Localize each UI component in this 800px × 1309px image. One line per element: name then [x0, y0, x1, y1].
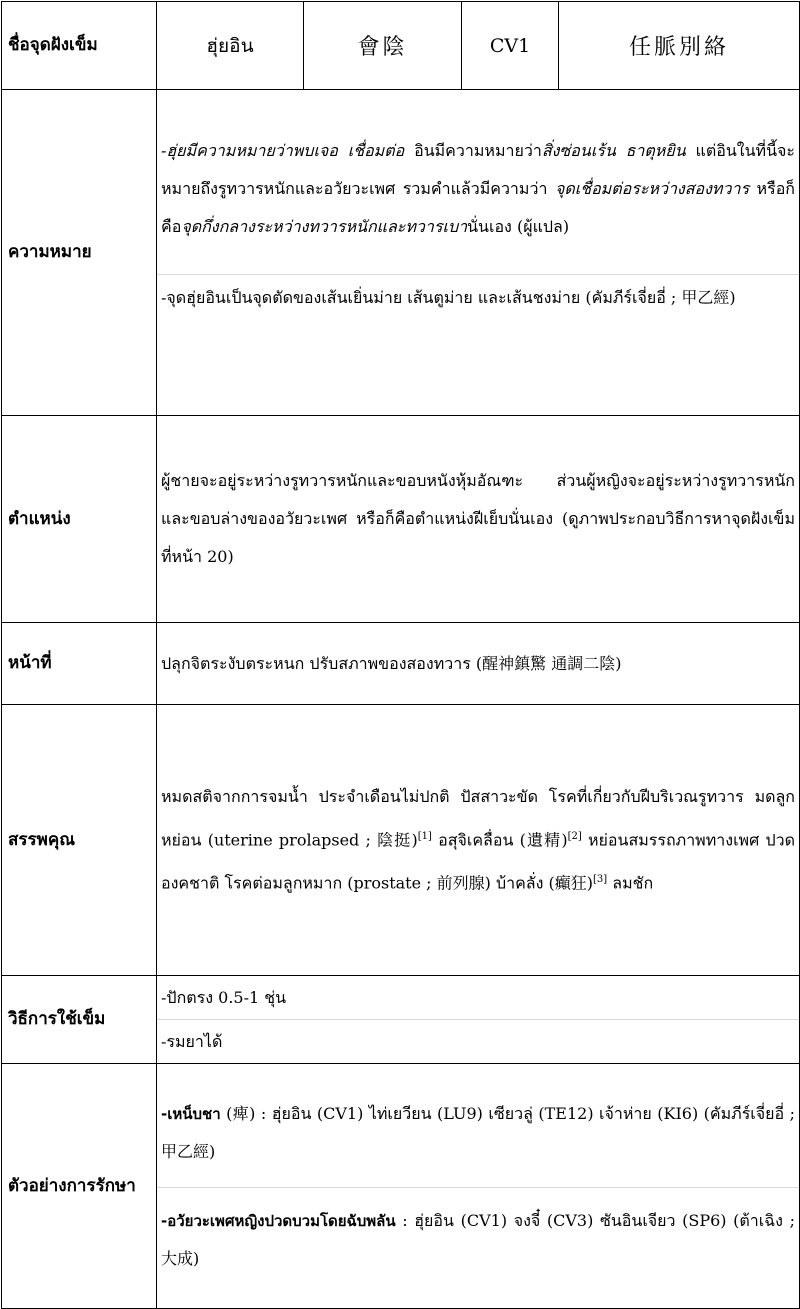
location-content	[157, 416, 800, 623]
meaning-row	[2, 90, 800, 416]
example-text: : ฮุ่ยอิน (CV1) จงจี๋ (CV3) ซันอินเจียว (SP6) (ต้าเฉิง ; 大成)	[161, 1210, 795, 1268]
meaning-text: หรือก็คือ	[161, 179, 795, 236]
location-text: ผู้ชายจะอยู่ระหว่างรูทวารหนักและขอบหนังหุ้มอัณฑะ ส่วนผู้หญิงจะอยู่ระหว่างรูทวารหนักและขอบล่างของอวัยวะเพศ หรือก็คือตำแหน่งฝีเย็บนั่นเอง (ดูภาพประกอบวิธีการหาจุดฝังเข็มที่หน้า 20)	[161, 471, 795, 566]
meaning-paragraph-2: -จุดฮุ่ยอินเป็นจุดตัดของเส้นเยิ่นม่าย เส้นตูม่าย และเส้นชงม่าย (คัมภีร์เจี่ยอี่ ; 甲乙經)	[157, 274, 799, 317]
footnote-ref: [2]	[567, 830, 582, 842]
function-content	[157, 623, 800, 705]
function-row	[2, 623, 800, 705]
example-title: -อวัยวะเพศหญิงปวดบวมโดยฉับพลัน	[161, 1211, 396, 1230]
indications-text-part: ลมชัก	[607, 873, 654, 893]
example-title: -เหน็บชา	[161, 1104, 221, 1123]
indications-label: สรรพคุณ	[2, 705, 157, 976]
examples-content	[157, 1064, 800, 1309]
footnote-ref: [1]	[417, 830, 432, 842]
meaning-text: สิ่งซ่อนเร้น ธาตุหยิน	[541, 141, 686, 160]
needling-row	[2, 976, 800, 1064]
location-label: ตำแหน่ง	[2, 416, 157, 623]
meaning-label: ความหมาย	[2, 90, 157, 416]
example-text: (痺) : ฮุ่ยอิน (CV1) ไท่เยวียน (LU9) เซียวลู่ (TE12) เจ้าห่าย (KI6) (คัมภีร์เจี่ยอี่ ; 甲乙經)	[161, 1103, 795, 1161]
indications-content	[157, 705, 800, 976]
acupoint-table	[1, 1, 800, 1309]
meaning-text: แต่อินในที่นี้จะหมายถึงรูทวารหนักและอวัยวะเพศ รวมคำแล้วมีความว่า	[161, 141, 795, 198]
thai-name: ฮุ่ยอิน	[157, 2, 304, 90]
example-1	[157, 1095, 799, 1187]
indications-text-part: หมดสติจากการจมน้ำ ประจำเดือนไม่ปกติ ปัสสาวะขัด โรคที่เกี่ยวกับฝีบริเวณรูทวาร มดลูกหย่อน (uterine prolapsed ; 陰挺)	[161, 786, 795, 849]
examples-label: ตัวอย่างการรักษา	[2, 1064, 157, 1309]
function-text: ปลุกจิตระงับตระหนก ปรับสภาพของสองทวาร (醒神鎮驚 通調二陰)	[161, 653, 622, 673]
channel-name: 任脈別絡	[559, 2, 800, 90]
meaning-text: -ฮุ่ยมีความหมายว่าพบเจอ เชื่อมต่อ	[161, 141, 405, 160]
example-2	[157, 1187, 799, 1278]
indications-text-part: อสุจิเคลื่อน (遺精)	[431, 830, 568, 849]
meaning-text: จุดเชื่อมต่อระหว่างสองทวาร	[554, 179, 750, 198]
header-row	[2, 2, 800, 90]
needling-content	[157, 976, 800, 1064]
meaning-paragraph-1	[157, 132, 799, 274]
indications-text	[157, 777, 799, 904]
location-row	[2, 416, 800, 623]
point-name-label: ชื่อจุดฝังเข็ม	[2, 2, 157, 90]
needling-method-2: -รมยาได้	[157, 1019, 799, 1063]
point-code: CV1	[462, 2, 559, 90]
needling-method-1: -ปักตรง 0.5-1 ชุ่น	[161, 988, 287, 1007]
meaning-text: นั่นเอง (ผู้แปล)	[467, 217, 570, 236]
indications-row	[2, 705, 800, 976]
footnote-ref: [3]	[593, 874, 608, 885]
examples-row	[2, 1064, 800, 1309]
meaning-text: อินมีความหมายว่า	[404, 141, 542, 160]
function-label: หน้าที่	[2, 623, 157, 705]
meaning-text: จุดกึ่งกลางระหว่างทวารหนักและทวารเบา	[181, 217, 468, 236]
needling-label: วิธีการใช้เข็ม	[2, 976, 157, 1064]
meaning-content	[157, 90, 800, 416]
indications-text-part: หย่อนสมรรถภาพทางเพศ ปวดองคชาติ โรคต่อมลูกหมาก (prostate ; 前列腺) บ้าคลั่ง (癲狂)	[161, 830, 796, 893]
chinese-name: 會陰	[304, 2, 462, 90]
